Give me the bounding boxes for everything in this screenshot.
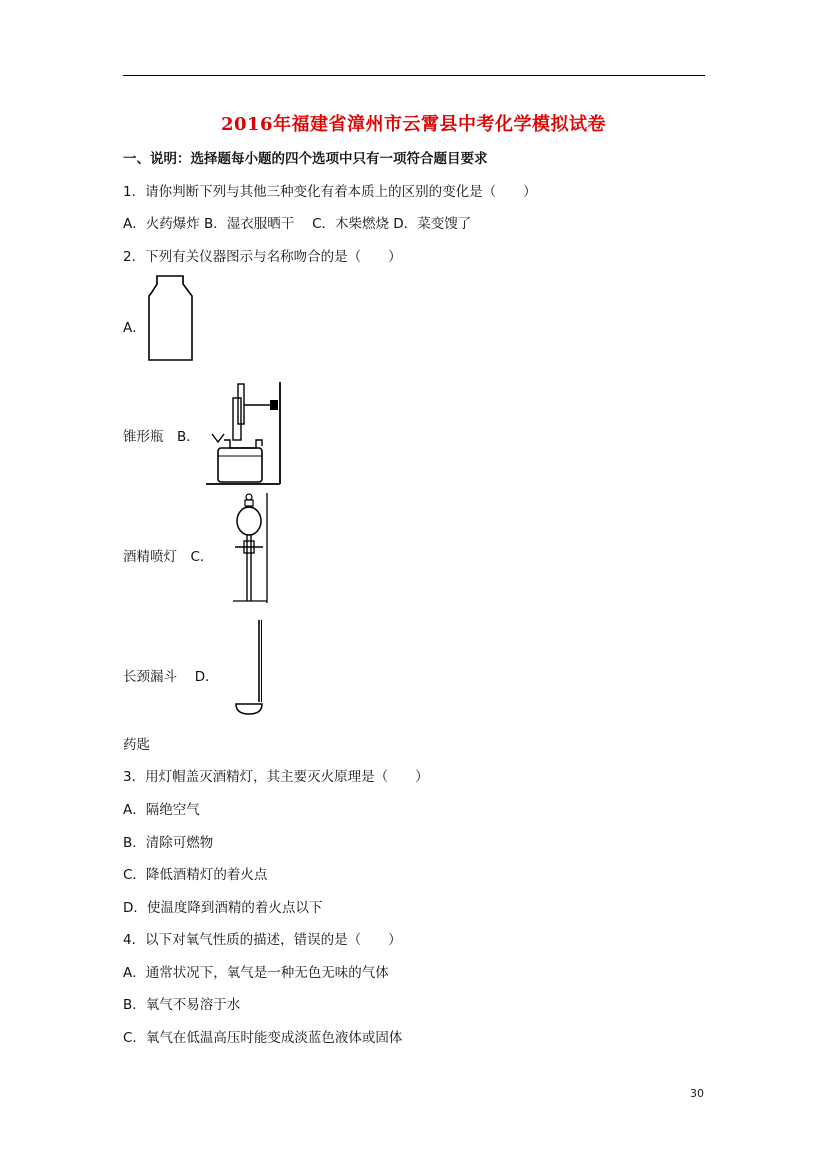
header-rule (123, 75, 705, 76)
question-4-option-a: A．通常状况下，氧气是一种无色无味的气体 (123, 965, 389, 981)
question-2-option-b-label: 锥形瓶 B． (123, 429, 200, 445)
page-title: 2016年福建省漳州市云霄县中考化学模拟试卷 (220, 114, 607, 135)
question-2-option-d-label: 长颈漏斗 D． (123, 669, 219, 685)
question-4-stem: 4．以下对氧气性质的描述，错误的是（ ） (123, 932, 402, 948)
question-2-option-c-label: 酒精喷灯 C． (123, 549, 214, 565)
question-1-options: A．火药爆炸 B．湿衣服晒干 C．木柴燃烧 D．菜变馊了 (123, 216, 472, 232)
spoon-icon (233, 620, 265, 716)
wide-mouth-bottle-icon (145, 274, 197, 362)
question-2-tail: 药匙 (123, 737, 150, 753)
question-3-option-d: D．使温度降到酒精的着火点以下 (123, 900, 323, 916)
question-3-option-b: B．清除可燃物 (123, 835, 214, 851)
separatory-funnel-icon (231, 493, 271, 605)
question-3-option-c: C．降低酒精灯的着火点 (123, 867, 268, 883)
alcohol-burner-on-stand-icon (204, 382, 284, 486)
section-heading: 一、说明：选择题每小题的四个选项中只有一项符合题目要求 (123, 151, 488, 167)
question-2-stem: 2．下列有关仪器图示与名称吻合的是（ ） (123, 249, 402, 265)
question-4-option-b: B．氧气不易溶于水 (123, 997, 241, 1013)
question-4-option-c: C．氧气在低温高压时能变成淡蓝色液体或固体 (123, 1030, 403, 1046)
question-3-option-a: A．隔绝空气 (123, 802, 200, 818)
question-2-option-a-label: A． (123, 320, 146, 336)
page-number: 30 (690, 1087, 704, 1100)
question-3-stem: 3．用灯帽盖灭酒精灯，其主要灭火原理是（ ） (123, 769, 429, 785)
question-1-stem: 1．请你判断下列与其他三种变化有着本质上的区别的变化是（ ） (123, 184, 537, 200)
